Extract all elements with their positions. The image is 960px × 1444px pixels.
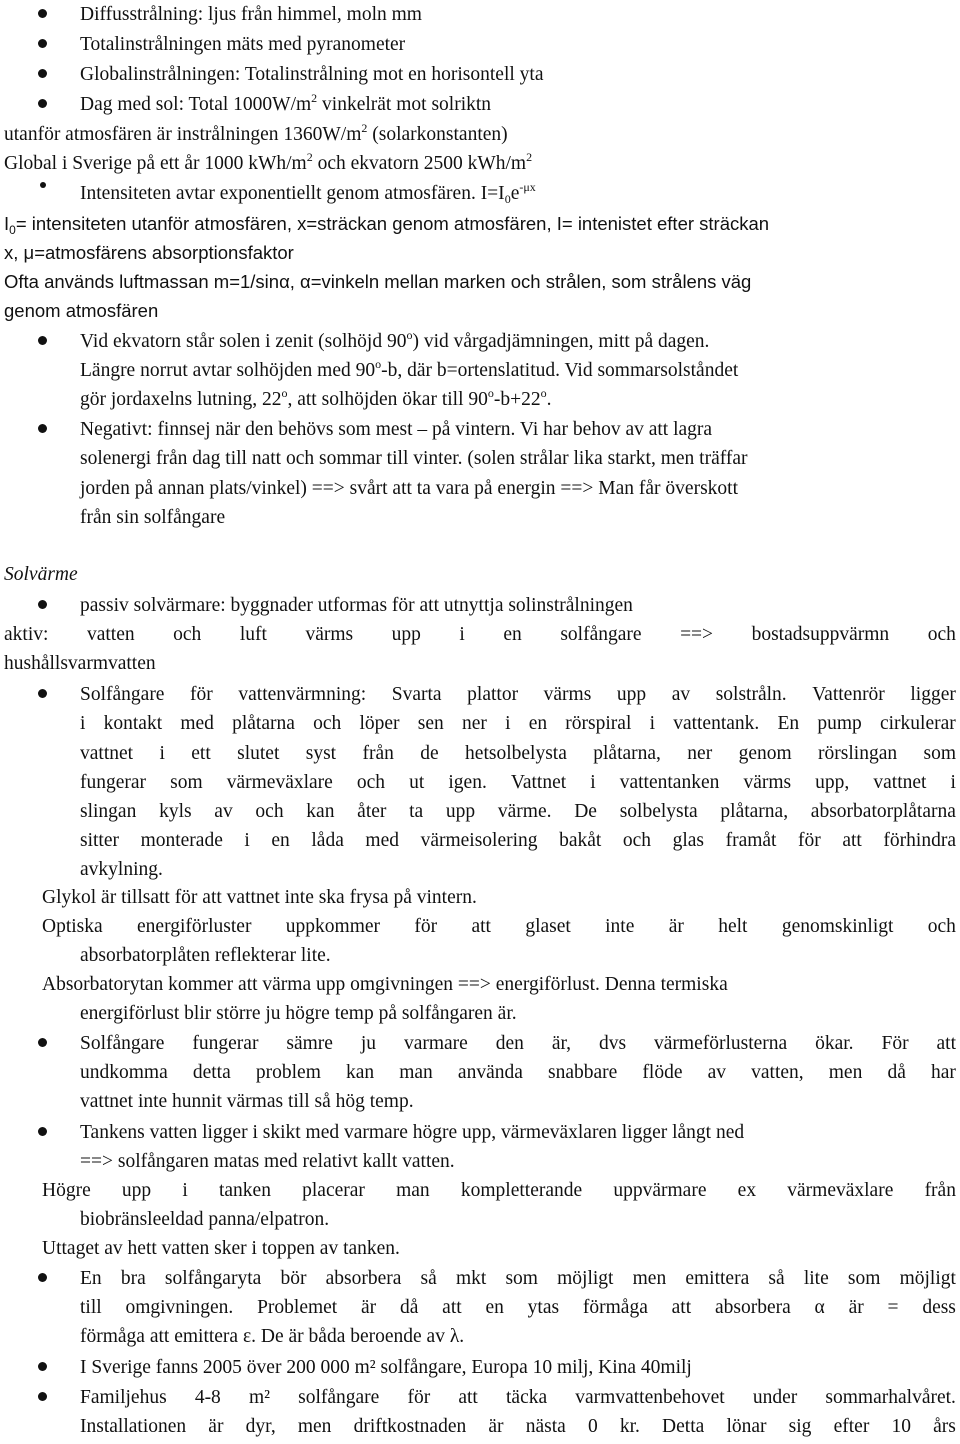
word: sämre <box>286 1033 333 1054</box>
word: kompletterande <box>460 1180 583 1201</box>
word: En <box>80 1268 102 1289</box>
word: värmeförlusterna <box>654 1033 788 1054</box>
word: uppvärmare <box>613 1180 707 1201</box>
word: ju <box>360 1033 377 1054</box>
justified-line <box>80 709 956 738</box>
word: och <box>927 916 956 937</box>
word: kan <box>306 801 335 822</box>
word: är <box>488 1416 504 1437</box>
word: i <box>649 713 655 734</box>
word: bostadsuppvärmn <box>751 624 890 645</box>
justified-line <box>80 1383 956 1412</box>
word: tanken <box>218 1180 271 1201</box>
word: som <box>505 1268 538 1289</box>
word: man <box>396 1180 430 1201</box>
text-line: avkylning. <box>80 859 163 880</box>
text-line: Absorbatorytan kommer att värma upp omgivningen ==> energiförlust. Denna termiska <box>42 974 728 995</box>
text-line: x, μ=atmosfärens absorptionsfaktor <box>4 242 294 263</box>
justified-line <box>80 1293 956 1322</box>
word: genom <box>738 743 792 764</box>
word: En <box>777 713 800 734</box>
word: pump <box>817 713 862 734</box>
word: fungerar <box>80 772 147 793</box>
word: ligger <box>910 684 956 705</box>
list-item: Dag med sol: Total $1000W/m^2$ vinkelrät mot solriktn <box>80 91 492 115</box>
word: solstråln. <box>715 684 787 705</box>
word: glas <box>672 830 705 851</box>
word: förhindra <box>883 830 956 851</box>
word: problem <box>255 1062 321 1083</box>
word: uppkommer <box>285 916 381 937</box>
word: då <box>399 1297 419 1318</box>
word: inte <box>605 916 635 937</box>
list-item: Vid ekvatorn står solen i zenit (solhöjd 90$^o$) vid vårgadjämningen, mitt på dagen. <box>80 328 710 352</box>
word: aktiv: <box>4 624 49 645</box>
justified-line <box>80 680 956 709</box>
word: och <box>356 772 386 793</box>
word: De <box>574 801 597 822</box>
word: använda <box>457 1062 523 1083</box>
word: för <box>414 916 438 937</box>
text-line: $I_0=$ intensiteten utanför atmosfären, x=sträckan genom atmosfären, I= intenistet efter sträckan <box>4 213 770 237</box>
word: som <box>170 772 203 793</box>
word: så <box>420 1268 437 1289</box>
word: mkt <box>455 1268 487 1289</box>
word: av <box>214 801 233 822</box>
word: plattor <box>467 684 519 705</box>
text-line: Längre norrut avtar solhöjden med 90$^o$-b, där b=ortenslatitud. Vid sommarsolståndet <box>80 357 739 381</box>
word: värmeväxlare <box>787 1180 894 1201</box>
justified-line <box>80 1412 956 1441</box>
justified-line <box>80 797 956 826</box>
word: För <box>881 1033 909 1054</box>
word: placerar <box>302 1180 365 1201</box>
word: dyr, <box>245 1416 276 1437</box>
word: upp <box>391 624 421 645</box>
word: värmeväxlare <box>226 772 333 793</box>
word: låda <box>311 830 344 851</box>
justified-line <box>4 620 956 649</box>
word: har <box>930 1062 956 1083</box>
word: men <box>828 1062 863 1083</box>
word: att <box>442 1297 462 1318</box>
word: förmåga <box>582 1297 648 1318</box>
word: rörspiral <box>565 713 632 734</box>
word: ==> <box>680 624 714 645</box>
word: ett <box>191 743 211 764</box>
justified-line <box>42 1176 956 1205</box>
word: man <box>399 1062 433 1083</box>
word: detta <box>192 1062 231 1083</box>
word: vatten <box>86 624 135 645</box>
word: slingan <box>80 801 137 822</box>
word: omgivningen. <box>125 1297 234 1318</box>
word: av <box>707 1062 727 1083</box>
word: värms <box>305 624 354 645</box>
word: i <box>182 1180 188 1201</box>
word: energiförluster <box>137 916 252 937</box>
word: flöde <box>642 1062 683 1083</box>
word: den <box>495 1033 524 1054</box>
word: täcka <box>506 1387 548 1408</box>
text-line: absorbatorplåten reflekterar lite. <box>80 945 331 966</box>
word: med <box>365 830 399 851</box>
word: möjligt <box>899 1268 956 1289</box>
word: att <box>471 916 491 937</box>
word: framåt <box>725 830 777 851</box>
word: plåtarna, <box>720 801 789 822</box>
word: 10 <box>891 1416 911 1437</box>
text-line: ==> solfångaren matas med relativt kallt vatten. <box>80 1151 455 1172</box>
word: i <box>590 772 596 793</box>
word: kontakt <box>103 713 163 734</box>
text-line: hushållsvarmvatten <box>4 653 156 674</box>
word: 0 <box>587 1416 598 1437</box>
word: att <box>671 1297 692 1318</box>
word: och <box>173 624 202 645</box>
list-item: Negativt: finnsej när den behövs som mest – på vintern. Vi har behov av att lagra <box>80 419 713 440</box>
word: absorbera <box>325 1268 402 1289</box>
word: helt <box>718 916 748 937</box>
word: solfångare <box>560 624 642 645</box>
justified-line <box>80 739 956 768</box>
word: varmvattenbehovet <box>575 1387 725 1408</box>
word: emittera <box>685 1268 750 1289</box>
word: plåtarna <box>232 713 295 734</box>
word: rörslingan <box>818 743 898 764</box>
word: luft <box>239 624 267 645</box>
word: i <box>505 713 511 734</box>
word: vattnet <box>873 772 927 793</box>
word: sig <box>788 1416 812 1437</box>
text-line: Global i Sverige på ett år 1000 kWh/$m^2$ och ekvatorn 2500 kWh/$m^2$ <box>4 150 533 174</box>
word: upp <box>121 1180 152 1201</box>
word: en <box>271 830 290 851</box>
word: att <box>936 1033 956 1054</box>
word: dess <box>922 1297 956 1318</box>
word: absorbatorplåtarna <box>810 801 956 822</box>
word: sommarhalvåret. <box>825 1387 956 1408</box>
word: snabbare <box>548 1062 618 1083</box>
word: att <box>458 1387 478 1408</box>
word: Solfångare <box>80 684 165 705</box>
word: ner <box>461 713 487 734</box>
word: är <box>848 1297 864 1318</box>
word: solfångaryta <box>164 1268 262 1289</box>
text-line: solenergi från dag till natt och sommar till vinter. (solen strålar lika starkt, men träffar <box>80 448 748 469</box>
word: i <box>244 830 250 851</box>
word: ex <box>737 1180 757 1201</box>
word: är <box>361 1297 377 1318</box>
list-item: Intensiteten avtar exponentiellt genom atmosfären. $I=I_0e^{-\mu x}$ <box>80 180 536 206</box>
word: som <box>923 743 956 764</box>
word: Detta <box>662 1416 705 1437</box>
word: Högre <box>42 1180 91 1201</box>
text-line: gör jordaxelns lutning, 22$^o$, att solhöjden ökar till $90^o-b+22^o$. <box>80 386 552 410</box>
list-item: Globalinstrålningen: Totalinstrålning mot en horisontell yta <box>80 64 544 85</box>
word: för <box>190 684 213 705</box>
word: Optiska <box>42 916 103 937</box>
list-item: Diffusstrålning: ljus från himmel, moln mm <box>80 4 422 25</box>
word: under <box>752 1387 798 1408</box>
word: vattentanken <box>619 772 720 793</box>
bullet-icon <box>38 1273 47 1282</box>
word: dvs <box>598 1033 627 1054</box>
word: ut <box>409 772 425 793</box>
word: i <box>950 772 956 793</box>
word: års <box>933 1416 956 1437</box>
word: ta <box>409 801 424 822</box>
list-item: passiv solvärmare: byggnader utformas för att utnyttja solinstrålningen <box>80 595 633 616</box>
word: så <box>768 1268 785 1289</box>
list-item: Totalinstrålningen mäts med pyranometer <box>80 34 406 55</box>
word: och <box>927 624 956 645</box>
word: av <box>671 684 691 705</box>
word: och <box>255 801 284 822</box>
section-heading: Solvärme <box>4 564 78 585</box>
word: solfångare <box>298 1387 380 1408</box>
word: för <box>407 1387 431 1408</box>
text-line: jorden på annan plats/vinkel) ==> svårt att ta vara på energin ==> Man får överskott <box>80 478 739 499</box>
word: 4-8 <box>194 1387 221 1408</box>
word: varmare <box>403 1033 468 1054</box>
word: upp <box>445 801 476 822</box>
word: lite <box>803 1268 829 1289</box>
text-line: vattnet inte hunnit värmas till så hög temp. <box>80 1091 414 1112</box>
word: Solfångare <box>80 1033 165 1054</box>
word: = <box>887 1297 899 1318</box>
word: i <box>159 743 165 764</box>
word: ner <box>687 743 713 764</box>
word: värms <box>743 772 792 793</box>
word: nästa <box>525 1416 566 1437</box>
word: upp, <box>815 772 850 793</box>
word: värms <box>543 684 592 705</box>
list-item: I Sverige fanns 2005 över 200 000 m² solfångare, Europa 10 milj, Kina 40milj <box>80 1357 692 1378</box>
text-line: från sin solfångare <box>80 507 226 528</box>
word: cirkulerar <box>879 713 956 734</box>
word: är, <box>551 1033 572 1054</box>
word: ökar. <box>815 1033 854 1054</box>
word: Familjehus <box>80 1387 167 1408</box>
word: bra <box>120 1268 146 1289</box>
bullet-icon <box>38 1392 47 1401</box>
word: är <box>208 1416 224 1437</box>
word: m² <box>248 1387 270 1408</box>
word: kan <box>345 1062 375 1083</box>
word: möjligt <box>557 1268 614 1289</box>
word: igen. <box>448 772 487 793</box>
word: men <box>297 1416 332 1437</box>
word: absorbera <box>714 1297 791 1318</box>
word: kyls <box>159 801 192 822</box>
word: fungerar <box>192 1033 259 1054</box>
text-line: Ofta används luftmassan m=1/sinα, α=vinkeln mellan marken och strålen, som strålens väg <box>4 271 752 292</box>
justified-line <box>80 1058 956 1087</box>
word: och <box>622 830 652 851</box>
word: sen <box>417 713 444 734</box>
word: vattenvärmning: <box>238 684 367 705</box>
word: undkomma <box>80 1062 168 1083</box>
text-line: energiförlust blir större ju högre temp på solfångaren är. <box>80 1003 517 1024</box>
word: för <box>798 830 821 851</box>
word: att <box>842 830 862 851</box>
word: α <box>814 1297 825 1318</box>
word: plåtarna, <box>593 743 661 764</box>
text-line: förmåga att emittera ε. De är båda beroende av λ. <box>80 1326 465 1347</box>
word: en <box>528 713 548 734</box>
word: Svarta <box>391 684 442 705</box>
word: löper <box>359 713 400 734</box>
text-line: Glykol är tillsatt för att vattnet inte ska frysa på vintern. <box>42 887 477 908</box>
word: solbelysta <box>619 801 698 822</box>
word: glaset <box>525 916 571 937</box>
word: driftkostnaden <box>353 1416 467 1437</box>
word: vattnet <box>80 743 134 764</box>
word: i <box>80 713 86 734</box>
justified-line <box>80 1029 956 1058</box>
bullet-icon <box>38 1038 47 1047</box>
word: med <box>180 713 214 734</box>
text-line: genom atmosfären <box>4 300 159 321</box>
word: till <box>80 1297 102 1318</box>
word: hetsolbelysta <box>465 743 567 764</box>
text-line: biobränsleeldad panna/elpatron. <box>80 1209 330 1230</box>
word: bakåt <box>559 830 602 851</box>
word: då <box>887 1062 906 1083</box>
justified-line <box>80 826 956 855</box>
list-item: Tankens vatten ligger i skikt med varmare högre upp, värmeväxlaren ligger långt ned <box>80 1122 745 1143</box>
word: värmeisolering <box>420 830 538 851</box>
text-line: utanför atmosfären är instrålningen $1360W/m^2$ (solarkonstanten) <box>4 121 508 145</box>
word: åter <box>357 801 387 822</box>
word: i <box>459 624 465 645</box>
word: en <box>485 1297 504 1318</box>
word: syst <box>305 743 337 764</box>
justified-line <box>80 768 956 797</box>
justified-line <box>42 912 956 941</box>
word: slutet <box>237 743 280 764</box>
word: från <box>362 743 394 764</box>
word: upp <box>616 684 647 705</box>
word: Vattenrör <box>812 684 885 705</box>
word: monterade <box>140 830 223 851</box>
word: som <box>847 1268 881 1289</box>
word: värme. <box>497 801 552 822</box>
word: genomskinligt <box>781 916 894 937</box>
word: en <box>503 624 522 645</box>
word: är <box>668 916 684 937</box>
word: de <box>420 743 439 764</box>
word: Problemet <box>257 1297 338 1318</box>
word: men <box>632 1268 667 1289</box>
word: Installationen <box>80 1416 187 1437</box>
text-line: Uttaget av hett vatten sker i toppen av tanken. <box>42 1238 400 1259</box>
word: vatten, <box>751 1062 804 1083</box>
word: Vattnet <box>510 772 567 793</box>
bullet-icon <box>38 689 47 698</box>
word: efter <box>833 1416 870 1437</box>
word: vattentank. <box>673 713 760 734</box>
word: och <box>313 713 342 734</box>
word: kr. <box>619 1416 640 1437</box>
word: lönar <box>726 1416 767 1437</box>
word: bör <box>280 1268 307 1289</box>
justified-line <box>80 1264 956 1293</box>
word: ytas <box>527 1297 560 1318</box>
word: sitter <box>80 830 119 851</box>
word: från <box>924 1180 956 1201</box>
